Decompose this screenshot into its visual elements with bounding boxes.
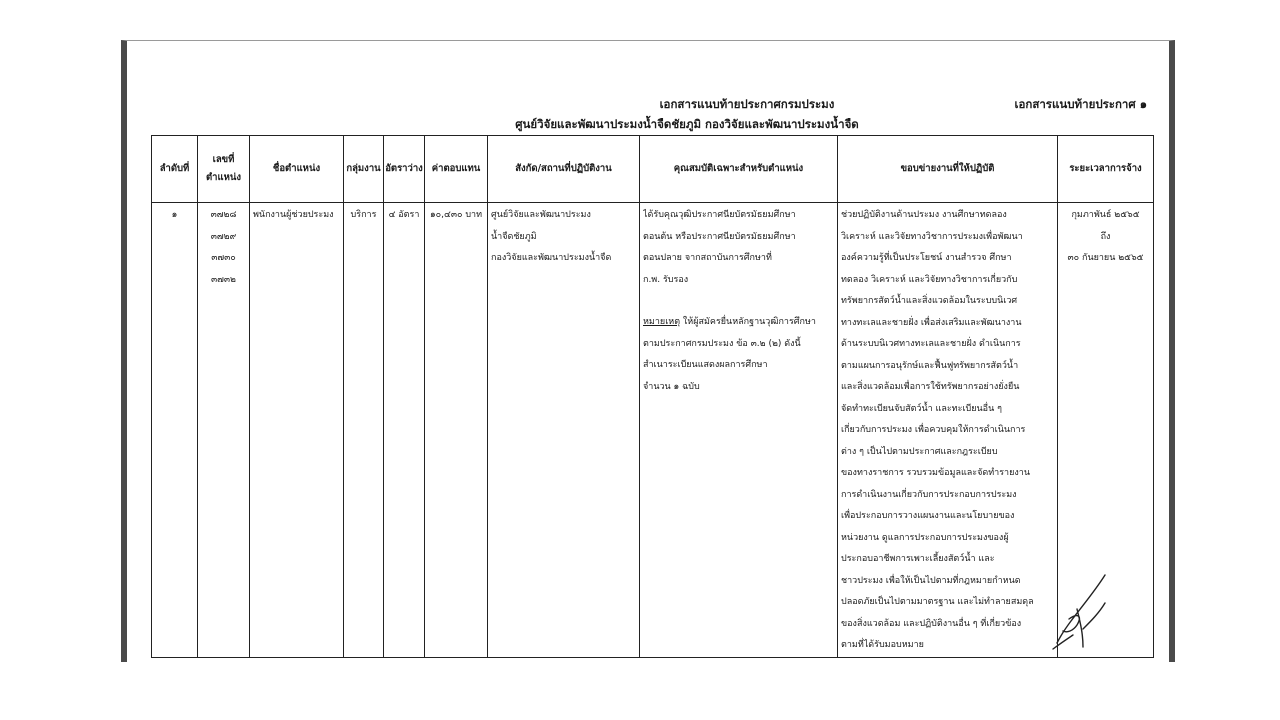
scope-line: ปลอดภัยเป็นไปตามมาตรฐาน และไม่ทำลายสมดุล (841, 597, 1034, 607)
scope-line: ทางทะเลและชายฝั่ง เพื่อส่งเสริมและพัฒนางาน (841, 317, 1022, 328)
header-position-name: ชื่อตำแหน่ง (250, 136, 344, 203)
period-line: ถึง (1100, 231, 1111, 242)
cell-salary: ๑๐,๔๓๐ บาท (425, 203, 488, 658)
cell-seq: ๑ (152, 203, 198, 658)
scope-line: หน่วยงาน ดูแลการประกอบการประมงของผู้ (841, 532, 1009, 543)
unit-line: กองวิจัยและพัฒนาประมงน้ำจืด (491, 253, 612, 263)
scope-line: เพื่อประกอบการวางแผนงานและนโยบายของ (841, 511, 1015, 521)
header-qualification: คุณสมบัติเฉพาะสำหรับตำแหน่ง (640, 136, 838, 203)
header-period: ระยะเวลาการจ้าง (1058, 136, 1154, 203)
scope-line: ตามแผนการอนุรักษ์และฟื้นฟูทรัพยากรสัตว์น้ำ (841, 360, 1019, 371)
unit-line: น้ำจืดชัยภูมิ (491, 231, 537, 242)
scanned-document-page (121, 40, 1175, 662)
cell-scope (838, 203, 1058, 658)
cell-unit (488, 203, 640, 658)
cell-position-name: พนักงานผู้ช่วยประมง (250, 203, 344, 658)
note-line (643, 312, 834, 334)
qualification-spacer (643, 291, 834, 312)
note-line: จำนวน ๑ ฉบับ (643, 381, 700, 392)
signature-mark (1047, 569, 1127, 653)
cell-group: บริการ (344, 203, 384, 658)
scope-line: ช่วยปฏิบัติงานด้านประมง งานศึกษาทดลอง (841, 210, 1007, 220)
table-header-row (152, 136, 1154, 203)
header-position-number (198, 136, 250, 203)
scope-line: ชาวประมง เพื่อให้เป็นไปตามที่กฎหมายกำหนด (841, 575, 1021, 586)
table-row (152, 203, 1154, 658)
scope-line: การดำเนินงานเกี่ยวกับการประกอบการประมง (841, 489, 1017, 500)
document-title: เอกสารแนบท้ายประกาศกรมประมง (659, 97, 835, 111)
unit-line: ศูนย์วิจัยและพัฒนาประมง (491, 210, 591, 220)
qualification-line: ก.พ. รับรอง (643, 274, 689, 285)
period-line: กุมภาพันธ์ ๒๕๖๕ (1071, 210, 1140, 220)
scope-line: ด้านระบบนิเวศทางทะเลและชายฝั่ง ดำเนินการ (841, 339, 1021, 349)
note-line: ตามประกาศกรมประมง ข้อ ๓.๒ (๒) ดังนี้ (643, 338, 801, 349)
header-seq: ลำดับที่ (152, 136, 198, 203)
scope-line: ต่าง ๆ เป็นไปตามประกาศและกฎระเบียบ (841, 446, 998, 457)
position-table (151, 135, 1154, 658)
scope-line: ของทางราชการ รวบรวมข้อมูลและจัดทำรายงาน (841, 468, 1030, 478)
scope-line: เกี่ยวกับการประมง เพื่อควบคุมให้การดำเนินการ (841, 425, 1026, 435)
scope-line: ทดลอง วิเคราะห์ และวิจัยทางวิชาการเกี่ยวกับ (841, 274, 1018, 285)
note-label: หมายเหตุ (643, 317, 681, 327)
scope-line: ทรัพยากรสัตว์น้ำและสิ่งแวดล้อมในระบบนิเวศ (841, 296, 1018, 306)
scope-line: และสิ่งแวดล้อมเพื่อการใช้ทรัพยากรอย่างยั่งยืน (841, 382, 1020, 392)
header-position-number-line2: ตำแหน่ง (205, 172, 242, 183)
scope-line: จัดทำทะเบียนจับสัตว์น้ำ และทะเบียนอื่น ๆ (841, 403, 1002, 414)
position-number: ๓๗๒๙ (210, 231, 237, 242)
scope-line: ตามที่ได้รับมอบหมาย (841, 640, 924, 650)
cell-position-numbers (198, 203, 250, 658)
scope-line: องค์ความรู้ที่เป็นประโยชน์ งานสำรวจ ศึกษา (841, 253, 1012, 263)
cell-qualification (640, 203, 838, 658)
cell-vacancy: ๔ อัตรา (384, 203, 425, 658)
qualification-line: ได้รับคุณวุฒิประกาศนียบัตรมัธยมศึกษา (643, 210, 796, 220)
qualification-line: ตอนปลาย จากสถาบันการศึกษาที่ (643, 253, 772, 263)
scope-line: วิเคราะห์ และวิจัยทางวิชาการประมงเพื่อพัฒนา (841, 231, 1023, 242)
header-position-number-line1: เลขที่ (212, 154, 235, 165)
scope-line: ของสิ่งแวดล้อม และปฏิบัติงานอื่น ๆ ที่เกี่ยวข้อง (841, 618, 1022, 629)
header-group: กลุ่มงาน (344, 136, 384, 203)
scope-line: ประกอบอาชีพการเพาะเลี้ยงสัตว์น้ำ และ (841, 554, 995, 564)
period-line: ๓๐ กันยายน ๒๕๖๕ (1067, 253, 1144, 263)
header-salary: ค่าตอบแทน (425, 136, 488, 203)
header-scope: ขอบข่ายงานที่ให้ปฏิบัติ (838, 136, 1058, 203)
annex-label: เอกสารแนบท้ายประกาศ ๑ (1014, 97, 1147, 111)
position-number: ๓๗๓๒ (210, 274, 236, 285)
position-number: ๓๗๒๘ (210, 210, 237, 220)
qualification-line: ตอนต้น หรือประกาศนียบัตรมัธยมศึกษา (643, 231, 796, 242)
document-subtitle: ศูนย์วิจัยและพัฒนาประมงน้ำจืดชัยภูมิ กองวิจัยและพัฒนาประมงน้ำจืด (515, 117, 859, 131)
header-unit: สังกัด/สถานที่ปฏิบัติงาน (488, 136, 640, 203)
header-vacancy: อัตราว่าง (384, 136, 425, 203)
note-line: สำเนาระเบียนแสดงผลการศึกษา (643, 360, 768, 370)
position-number: ๓๗๓๐ (211, 253, 236, 263)
note-text: ให้ผู้สมัครยื่นหลักฐานวุฒิการศึกษา (680, 317, 816, 327)
